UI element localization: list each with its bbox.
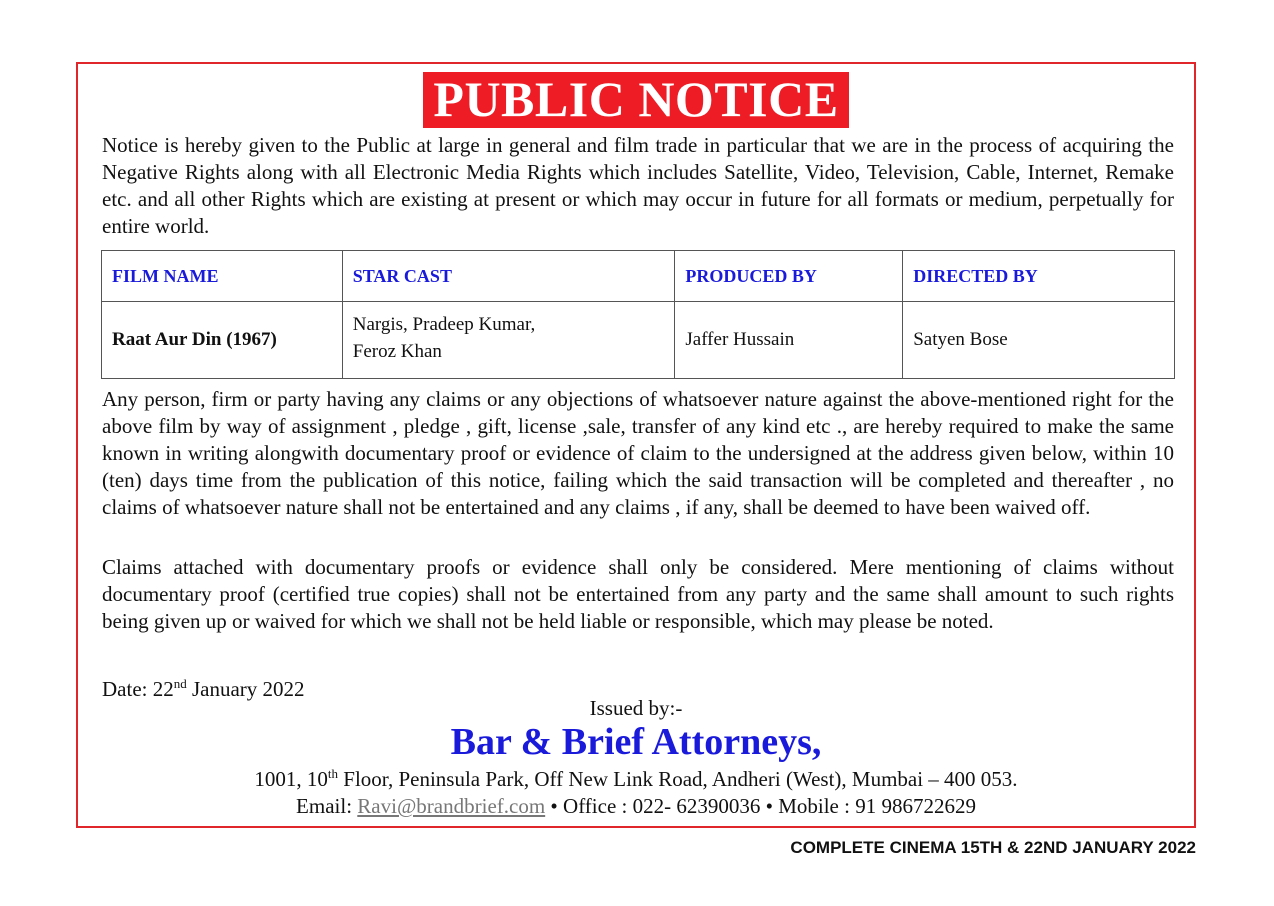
notice-frame: [76, 62, 1196, 828]
objection-paragraph: Any person, firm or party having any claims or any objections of whatsoever nature against the above-mentioned right for the above film by way of assignment , pledge , gift, license ,sale, transfer of any kind etc ., are hereby required to make the same known in writing alongwith documentary proof or evidence of claim to the undersigned at the address given below, within 10 (ten) days time from the publication of this notice, failing which the said transaction will be completed and thereafter , no claims of whatsoever nature shall not be entertained and any claims , if any, shall be deemed to have been waived off.: [102, 387, 1174, 519]
producer-cell: Jaffer Hussain: [675, 302, 903, 379]
table-header-row: [102, 251, 1175, 302]
date-prefix: Date: 22: [102, 677, 174, 701]
cast-line-1: Nargis, Pradeep Kumar,: [352, 314, 536, 335]
film-table: [101, 250, 1175, 379]
header-directed-by: DIRECTED BY: [903, 251, 1175, 302]
star-cast-cell: [342, 302, 675, 379]
publication-footer: COMPLETE CINEMA 15TH & 22ND JANUARY 2022: [790, 838, 1196, 857]
date-suffix: nd: [173, 676, 187, 691]
header-star-cast: STAR CAST: [342, 251, 675, 302]
firm-address: [78, 766, 1194, 792]
address-part-1: 1001, 10: [254, 767, 328, 791]
claims-paragraph: Claims attached with documentary proofs or evidence shall only be considered. Mere mentioning of claims without documentary proof (certified true copies) shall not be entertained from any party and the same shall amount to such rights being given up or waived for which we shall not be held liable or responsible, which may please be noted.: [102, 555, 1174, 633]
notice-title: PUBLIC NOTICE: [423, 72, 848, 128]
contact-line: [78, 794, 1194, 819]
issued-by: Issued by:-: [589, 696, 683, 720]
film-name-cell: Raat Aur Din (1967): [102, 302, 343, 379]
address-sup: th: [327, 766, 339, 781]
header-film-name: FILM NAME: [102, 251, 343, 302]
email-label: Email:: [296, 794, 358, 818]
office-mobile: • Office : 022- 62390036 • Mobile : 91 986722629: [545, 794, 976, 818]
intro-paragraph: Notice is hereby given to the Public at large in general and film trade in particular that we are in the process of acquiring the Negative Rights along with all Electronic Media Rights which includes Satellite, Video, Television, Cable, Internet, Remake etc. and all other Rights which are existing at present or which may occur in future for all formats or medium, perpetually for entire world.: [102, 133, 1174, 238]
director-cell: Satyen Bose: [903, 302, 1175, 379]
header-produced-by: PRODUCED BY: [675, 251, 903, 302]
date-rest: January 2022: [186, 677, 305, 701]
email-link[interactable]: Ravi@brandbrief.com: [357, 794, 546, 818]
address-part-2: Floor, Peninsula Park, Off New Link Road, Andheri (West), Mumbai – 400 053.: [338, 767, 1018, 791]
cast-line-2: Feroz Khan: [352, 341, 442, 362]
firm-name: Bar & Brief Attorneys,: [450, 721, 822, 763]
table-row: [102, 302, 1175, 379]
title-wrap: [78, 72, 1194, 128]
